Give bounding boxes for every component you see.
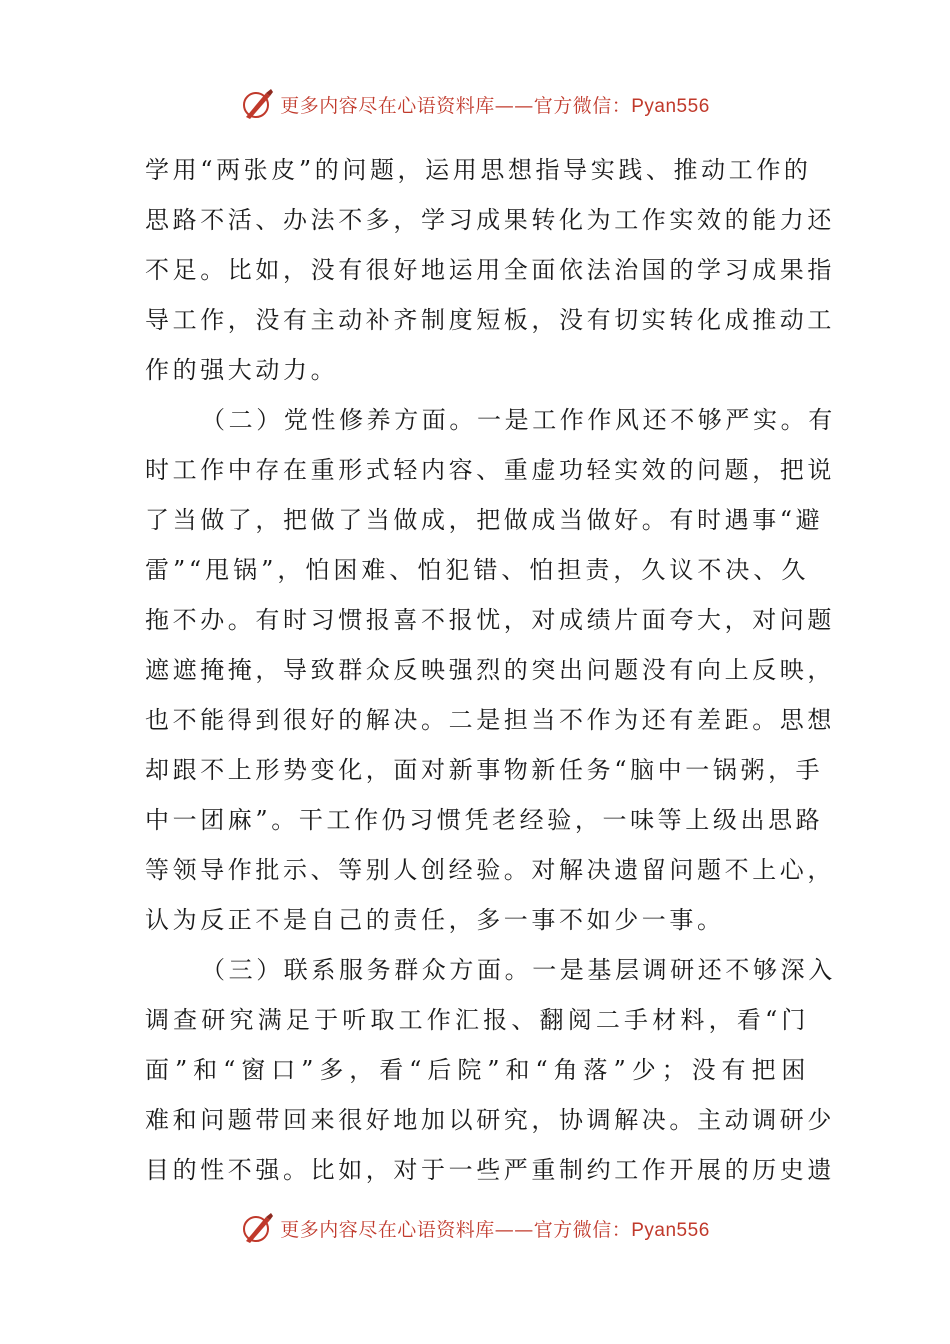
text-line: 等领导作批示、等别人创经验。对解决遗留问题不上心， [145, 856, 835, 884]
section-heading-line: （二）党性修养方面。一是工作作风还不够严实。有 [201, 406, 836, 434]
pen-circle-logo-icon [240, 1211, 274, 1245]
text-line: 却跟不上形势变化，面对新事物新任务“脑中一锅粥，手 [145, 756, 824, 784]
text-line: 时工作中存在重形式轻内容、重虚功轻实效的问题，把说 [145, 456, 835, 484]
text-line: 拖不办。有时习惯报喜不报忧，对成绩片面夸大，对问题 [145, 606, 835, 634]
text-line: 调查研究满足于听取工作汇报、翻阅二手材料，看“门 [145, 1006, 809, 1034]
header-watermark [0, 84, 950, 124]
watermark-wechat-id: Pyan556 [631, 1219, 710, 1241]
section-heading-line: （三）联系服务群众方面。一是基层调研还不够深入 [201, 956, 836, 984]
text-line: 也不能得到很好的解决。二是担当不作为还有差距。思想 [145, 706, 835, 734]
text-line: 不足。比如，没有很好地运用全面依法治国的学习成果指 [145, 256, 835, 284]
watermark-brand: 更多内容尽在心语资料库 [280, 94, 495, 117]
text-line: 遮遮掩掩，导致群众反映强烈的突出问题没有向上反映， [145, 656, 835, 684]
document-body [145, 145, 836, 1195]
text-line: 作的强大动力。 [145, 356, 339, 384]
footer-watermark [0, 1208, 950, 1248]
text-line: 雷”“甩锅”，怕困难、怕犯错、怕担责，久议不决、久 [145, 556, 809, 584]
text-line: 导工作，没有主动补齐制度短板，没有切实转化成推动工 [145, 306, 835, 334]
text-line: 认为反正不是自己的责任，多一事不如少一事。 [145, 906, 725, 934]
pen-circle-logo-icon [240, 87, 274, 121]
text-line: 学用“两张皮”的问题，运用思想指导实践、推动工作的 [145, 156, 812, 184]
text-line: 思路不活、办法不多，学习成果转化为工作实效的能力还 [145, 206, 835, 234]
text-line: 目的性不强。比如，对于一些严重制约工作开展的历史遗 [145, 1156, 835, 1184]
watermark-wechat-label: 官方微信： [533, 94, 632, 117]
watermark-wechat-id: Pyan556 [631, 95, 710, 117]
watermark-separator: —— [494, 94, 534, 117]
text-line: 难和问题带回来很好地加以研究，协调解决。主动调研少 [145, 1106, 835, 1134]
watermark-brand: 更多内容尽在心语资料库 [280, 1218, 495, 1241]
text-line: 中一团麻”。干工作仍习惯凭老经验，一味等上级出思路 [145, 806, 824, 834]
text-line: 了当做了，把做了当做成，把做成当做好。有时遇事“避 [145, 506, 824, 534]
watermark-wechat-label: 官方微信： [533, 1218, 632, 1241]
text-line: 面”和“窗口”多，看“后院”和“角落”少；没有把困 [145, 1056, 809, 1084]
watermark-separator: —— [494, 1218, 534, 1241]
